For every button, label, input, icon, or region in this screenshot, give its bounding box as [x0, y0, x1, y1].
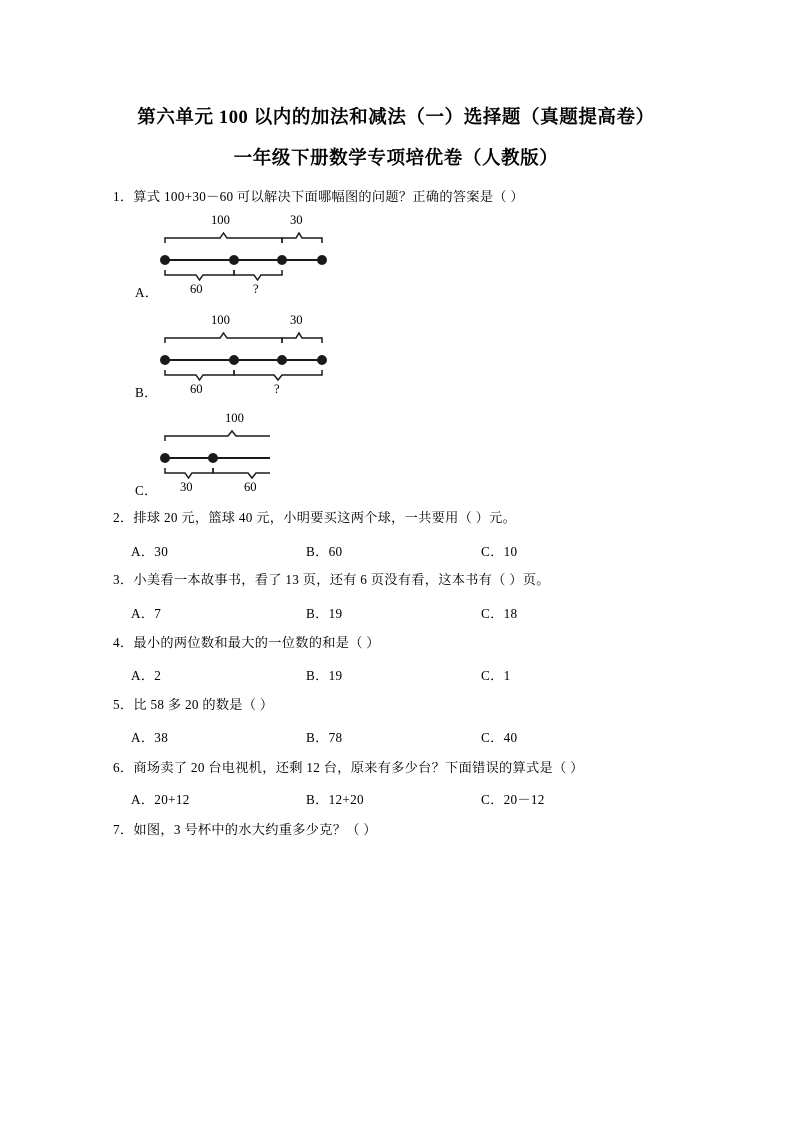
title-line-2: 一年级下册数学专项培优卷（人教版）	[233, 149, 559, 169]
question-1-stem	[113, 188, 524, 206]
question-6-number: 6．	[113, 760, 134, 775]
page-title	[96, 98, 696, 180]
question-7-text: 如图，3 号杯中的水大约重多少克？（ ）	[133, 822, 377, 837]
diagram-c-bottom-label-2: 60	[244, 480, 257, 494]
question-4-text: 最小的两位数和最大的一位数的和是（ ）	[133, 635, 380, 650]
diagram-c-bottom-label-1: 30	[180, 480, 193, 494]
question-6-stem	[113, 759, 584, 777]
diagram-b-bottom-label-2: ?	[274, 382, 280, 396]
question-1-option-c-diagram[interactable]	[130, 411, 430, 506]
diagram-a-bottom-label-1: 60	[190, 282, 203, 296]
question-2-number: 2．	[113, 510, 134, 525]
question-2-option-a[interactable]: A．30	[131, 544, 169, 559]
question-1-option-b-diagram[interactable]	[130, 314, 430, 406]
question-3-stem	[113, 571, 550, 589]
question-4-stem	[113, 634, 380, 652]
question-1-text: 算式 100+30－60 可以解决下面哪幅图的问题？正确的答案是（ ）	[133, 189, 524, 204]
diagram-a-bottom-label-2: ?	[253, 282, 259, 296]
number-line-diagram-a	[130, 214, 430, 306]
diagram-b-option-letter[interactable]: B．	[135, 385, 158, 400]
number-line-diagram-b	[130, 314, 430, 406]
question-4-option-b[interactable]: B．19	[306, 668, 343, 683]
question-6-option-b[interactable]: B．12+20	[306, 792, 364, 807]
question-3-text: 小美看一本故事书，看了 13 页，还有 6 页没有看，这本书有（ ）页。	[133, 572, 550, 587]
question-2-option-b[interactable]: B．60	[306, 544, 343, 559]
diagram-b-top-label-1: 100	[211, 313, 230, 327]
question-3-option-a[interactable]: A．7	[131, 606, 162, 621]
diagram-b-top-label-2: 30	[290, 313, 303, 327]
diagram-c-top-label-1: 100	[225, 411, 244, 425]
diagram-a-top-label-2: 30	[290, 213, 303, 227]
question-4-number: 4．	[113, 635, 134, 650]
question-1-option-a-diagram[interactable]	[130, 214, 430, 306]
question-5-number: 5．	[113, 697, 134, 712]
question-2-option-c[interactable]: C．10	[481, 544, 518, 559]
question-4-option-c[interactable]: C．1	[481, 668, 511, 683]
title-line-1: 第六单元 100 以内的加法和减法（一）选择题（真题提高卷）	[137, 108, 655, 128]
question-5-option-b[interactable]: B．78	[306, 730, 343, 745]
diagram-a-option-letter[interactable]: A．	[135, 285, 159, 300]
number-line-diagram-c	[130, 414, 430, 506]
question-3-option-c[interactable]: C．18	[481, 606, 518, 621]
question-6-text: 商场卖了 20 台电视机，还剩 12 台，原来有多少台？下面错误的算式是（ ）	[133, 760, 584, 775]
question-7-stem	[113, 821, 377, 839]
question-6-option-c[interactable]: C．20－12	[481, 792, 545, 807]
question-3-option-b[interactable]: B．19	[306, 606, 343, 621]
question-2-stem	[113, 509, 516, 527]
question-5-option-a[interactable]: A．38	[131, 730, 169, 745]
question-4-option-a[interactable]: A．2	[131, 668, 162, 683]
question-5-option-c[interactable]: C．40	[481, 730, 518, 745]
diagram-a-top-label-1: 100	[211, 213, 230, 227]
question-3-number: 3．	[113, 572, 134, 587]
question-5-stem	[113, 696, 273, 714]
question-1-number: 1．	[113, 189, 134, 204]
diagram-b-bottom-label-1: 60	[190, 382, 203, 396]
question-5-text: 比 58 多 20 的数是（ ）	[133, 697, 274, 712]
question-6-option-a[interactable]: A．20+12	[131, 792, 190, 807]
question-2-text: 排球 20 元，篮球 40 元，小明要买这两个球，一共要用（ ）元。	[133, 510, 517, 525]
diagram-c-option-letter[interactable]: C．	[135, 483, 158, 498]
question-7-number: 7．	[113, 822, 134, 837]
